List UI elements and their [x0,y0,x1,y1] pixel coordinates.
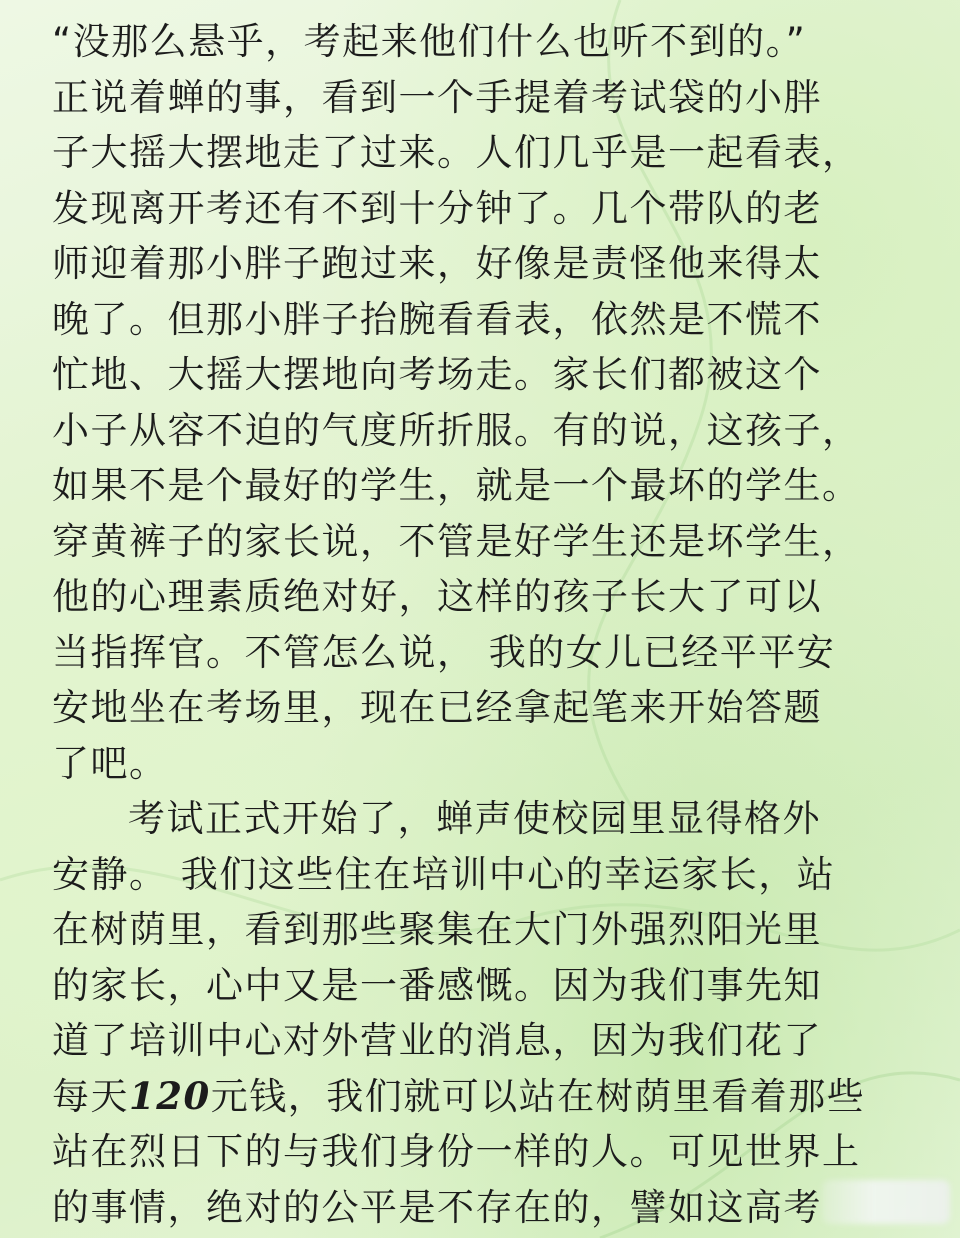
blurred-watermark [822,1180,950,1224]
text-line: 忙地、大摇大摆地向考场走。家长们都被这个 [52,353,822,396]
text-line: 穿黄裤子的家长说，不管是好学生还是坏学生， [52,519,861,563]
article-text [52,14,942,1235]
paragraph-start-line: 考试正式开始了，蝉声使校园里显得格外 [128,797,821,840]
text-line: 的事情，绝对的公平是不存在的，譬如这高考 [52,1185,822,1229]
text-line: 小子从容不迫的气度所折服。有的说，这孩子， [52,408,861,452]
text-line: 正说着蝉的事，看到一个手提着考试袋的小胖 [52,75,822,119]
text-line: 晚了。但那小胖子抬腕看看表，依然是不慌不 [52,297,822,341]
text-line: “没那么悬乎，考起来他们什么也听不到的。” [52,20,807,63]
text-line-money [52,1069,942,1125]
text-line: 子大摇大摆地走了过来。人们几乎是一起看表， [52,131,861,174]
money-prefix: 每天 [52,1074,129,1118]
text-line: 发现离开考还有不到十分钟了。几个带队的老 [52,186,822,230]
text-line: 师迎着那小胖子跑过来，好像是责怪他来得太 [52,242,822,285]
text-line: 道了培训中心对外营业的消息，因为我们花了 [52,1019,822,1062]
text-line: 安静。 我们这些住在培训中心的幸运家长，站 [52,852,836,896]
text-line: 他的心理素质绝对好，这样的孩子长大了可以 [52,575,822,618]
text-line: 如果不是个最好的学生，就是一个最坏的学生。 [52,464,861,507]
money-amount: 120 [129,1073,211,1118]
text-line: 在树荫里，看到那些聚集在大门外强烈阳光里 [52,908,822,951]
text-line: 的家长，心中又是一番感慨。因为我们事先知 [52,963,822,1007]
text-line: 当指挥官。不管怎么说， 我的女儿已经平平安 [52,630,836,674]
text-line: 了吧。 [52,741,168,785]
text-line: 安地坐在考场里，现在已经拿起笔来开始答题 [52,686,822,729]
text-line: 站在烈日下的与我们身份一样的人。可见世界上 [52,1130,861,1173]
money-suffix: 元钱，我们就可以站在树荫里看着那些 [210,1074,866,1118]
